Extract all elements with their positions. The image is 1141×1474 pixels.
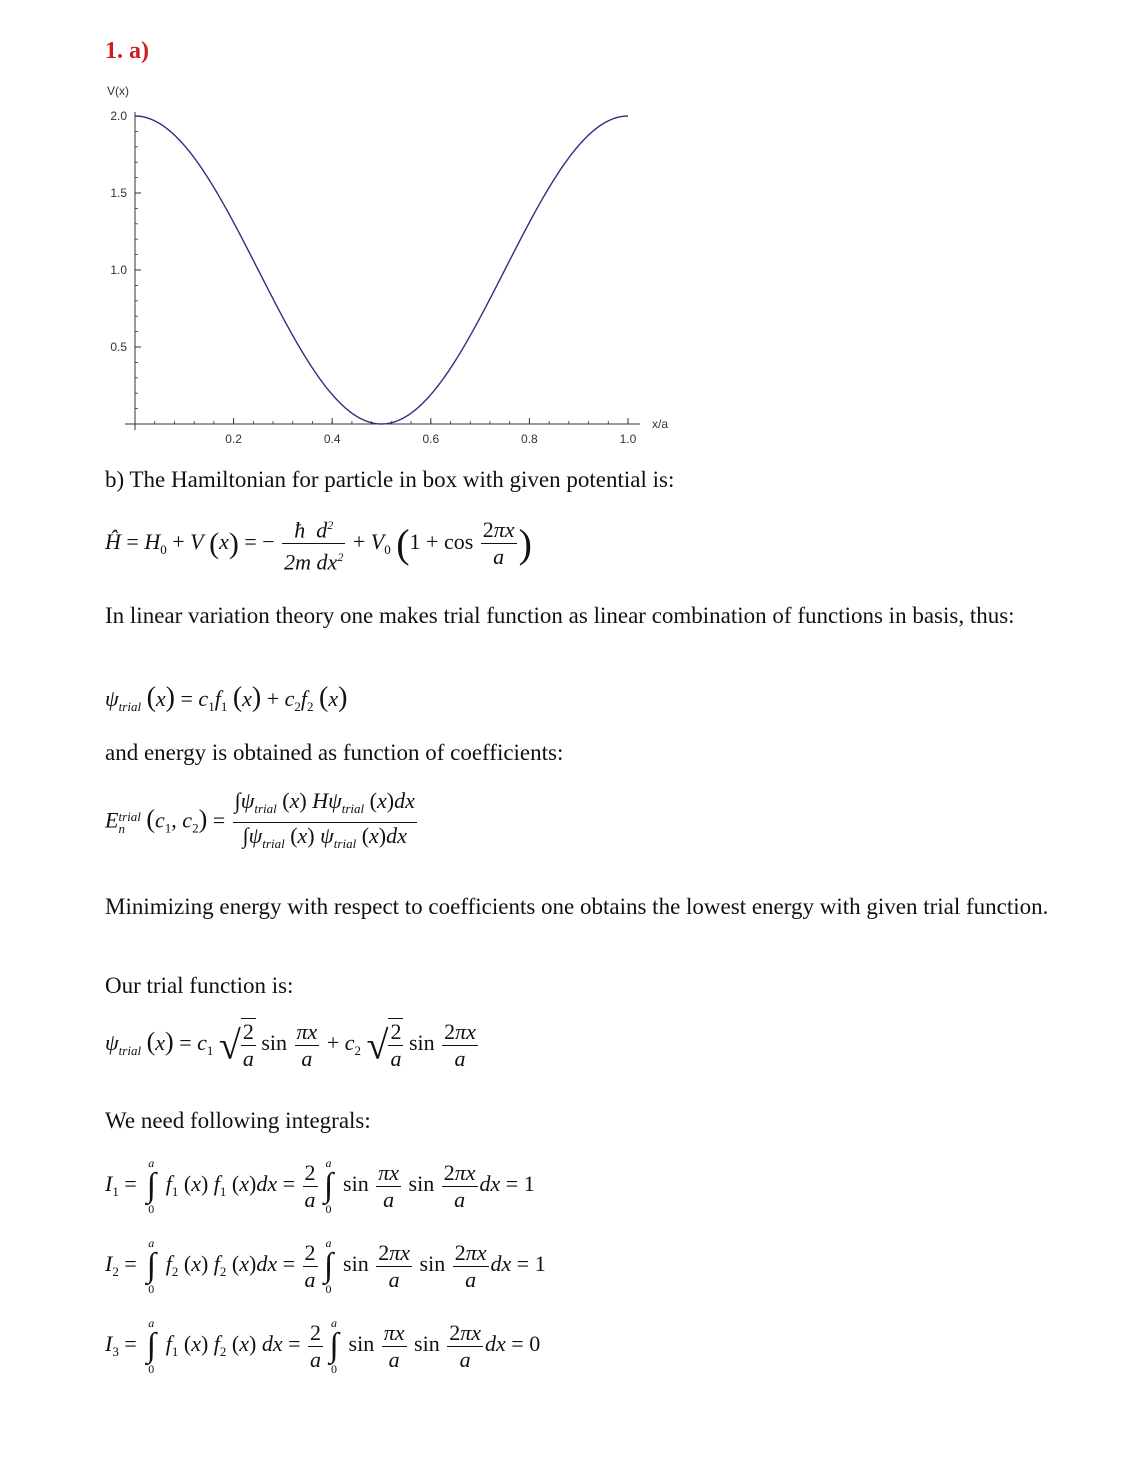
x-tick-label: 0.6 <box>422 432 440 446</box>
integral-i1-name: I <box>105 1171 113 1197</box>
trial-function-equation: $\psi_{trial}$ $(x) = c_1$ √ $\frac{2}{a}$ sin $\frac{\pi x}{a}$ + $c_2$ √ $\frac{2}{a}$ sin $\frac{2\pi x}{a}$ <box>105 1018 476 1071</box>
hamiltonian-equation: Ĥ = $H_0 + V$ (x) = − $\frac{ħ d^2}{2m dx^2}$ + $V_0$ (1 + cos $\frac{2\pi x}{a}$ ) <box>105 512 532 576</box>
integral-i3-name: I <box>105 1331 113 1357</box>
integral-i2-sub: 2 <box>112 1264 119 1280</box>
x-tick-label: 0.4 <box>323 432 341 446</box>
potential-curve <box>135 116 628 424</box>
energy-intro-text: and energy is obtained as function of coefficients: <box>105 740 564 765</box>
integral-i2-name: I <box>105 1251 113 1277</box>
minimizing-text: Minimizing energy with respect to coefficients one obtains the lowest energy with given trial function. <box>105 894 1049 919</box>
trial-linear-combination: $\psi_{trial}$ $(x) = c_1f_1$ $(x) + c_2f_2$ (x) <box>105 682 348 714</box>
x-tick-label: 0.8 <box>521 432 538 446</box>
integrals-intro: We need following integrals: <box>105 1108 371 1133</box>
potential-chart <box>95 78 695 448</box>
x-tick-label: 1.0 <box>619 432 637 446</box>
part-b-intro: b) The Hamiltonian for particle in box with given potential is: <box>105 467 675 492</box>
x-axis-label: x/a <box>652 417 669 431</box>
y-tick-label: 1.5 <box>110 186 127 200</box>
integral-i2: $I_2$ = a ∫ 0 $f_2$ (x) $f_2$ (x)dx = $\frac{2}{a}$ a ∫ 0 sin $\frac{2\pi x}{a}$ sin $\frac{2\pi x}{a}$ dx = 1 <box>105 1236 546 1296</box>
integral-i3: $I_3$ = a ∫ 0 $f_1$ (x) $f_2$ (x) dx = $\frac{2}{a}$ a ∫ 0 sin $\frac{\pi x}{a}$ sin $\frac{2\pi x}{a}$ dx = 0 <box>105 1316 541 1376</box>
y-tick-label: 1.0 <box>110 263 127 277</box>
y-tick-label: 0.5 <box>110 340 127 354</box>
y-tick-label: 2.0 <box>110 109 127 123</box>
linear-variation-text: In linear variation theory one makes trial function as linear combination of functions in basis, thus: <box>105 603 1015 628</box>
trial-function-intro: Our trial function is: <box>105 973 294 998</box>
integral-i3-sub: 3 <box>112 1344 119 1360</box>
energy-equation: E trial n ($c_1$, $c_2$) = $\frac{\int\psi_{trial} (x) H\psi_{trial} (x)dx}{\int\psi_{trial} (x) \psi_{trial} (x)dx}$ <box>105 788 415 851</box>
integral-i1-result: 1 <box>523 1171 535 1197</box>
integral-i1-sub: 1 <box>112 1184 119 1200</box>
integral-i2-result: 1 <box>534 1251 546 1277</box>
x-tick-label: 0.2 <box>225 432 242 446</box>
problem-heading: 1. a) <box>105 38 149 64</box>
y-axis-label: V(x) <box>107 84 129 98</box>
integral-i1: $I_1$ = a ∫ 0 $f_1$ (x) $f_1$ (x)dx = $\frac{2}{a}$ a ∫ 0 sin $\frac{\pi x}{a}$ sin $\frac{2\pi x}{a}$ dx = 1 <box>105 1156 535 1216</box>
integral-i3-result: 0 <box>529 1331 541 1357</box>
